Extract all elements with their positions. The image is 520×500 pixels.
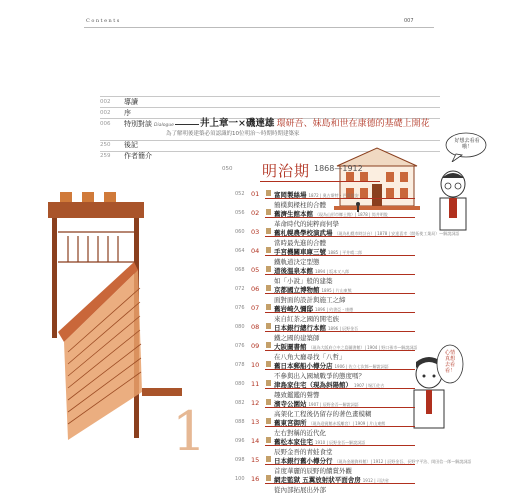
running-header-title: Contents [86,18,121,24]
entry-description: 來自紅茶之國的開宅族 [274,315,339,323]
entry-marker [266,380,271,386]
toc-entry[interactable] [235,228,495,247]
entry-page: 098 [235,457,245,463]
entry-underline [265,483,415,484]
entry-name-text: 津島家住宅（現為斜陽館） [274,381,352,389]
entry-number: 03 [251,228,260,236]
entry-number: 10 [251,361,260,369]
toc-page-num: 002 [100,110,111,116]
entry-description: 面對面的設計與施工之締 [274,296,346,304]
entry-description: 當時最先進的合體 [274,239,326,247]
entry-description: 不參與出入國城戰爭的態度嗎？ [274,372,365,380]
toc-entry[interactable] [235,304,495,323]
entry-number: 07 [251,304,260,312]
entry-underline [265,236,415,237]
entry-description: 左右對稱的近代化 [274,429,326,437]
entry-description: 如「小說」般的建築 [274,277,333,285]
entry-name-text: 舊東宮御所 [274,419,307,427]
entry-marker [266,304,271,310]
entry-number: 14 [251,437,260,445]
entry-number: 02 [251,209,260,217]
entry-marker [266,247,271,253]
entry-number: 04 [251,247,260,255]
entry-underline [265,293,415,294]
entry-marker [266,399,271,405]
entry-marker [266,209,271,215]
page-number: 007 [404,18,414,24]
entry-page: 096 [235,438,245,444]
entry-underline [265,198,415,199]
entry-description: 革命時代的純粹商何學 [274,220,339,228]
dialogue-names: 井上章一×磯達雄 [199,118,275,129]
entry-meta: （現為大阪府立中之島圖書館）| 1904 | 野口孫市—解說詞語 [308,345,418,350]
toc-entry[interactable] [235,418,495,437]
entry-page: 082 [235,400,245,406]
toc-page-num: 002 [100,99,111,105]
chapter-underline [260,181,380,182]
entry-underline [265,407,415,408]
entry-page: 088 [235,419,245,425]
entry-underline [265,217,415,218]
toc-page-num: 259 [100,153,111,159]
entry-name-text: 京都國立博物館 [274,286,320,294]
dialogue-dash [175,124,199,125]
entry-page: 076 [235,305,245,311]
toc-entry[interactable] [235,361,495,380]
entry-marker [266,475,271,481]
entry-description: 從內部拓展出外部 [274,486,326,494]
entry-page: 068 [235,267,245,273]
entry-name-text: 道後溫泉本館 [274,267,313,275]
toc-entry[interactable] [235,380,495,399]
toc-entry[interactable] [235,285,495,304]
entry-meta: 1906 | 佐立七次郎—解說詞語 [334,364,389,369]
entry-number: 11 [251,380,260,388]
entry-name-text: 濱寺公園站 [274,400,307,408]
entry-meta: （現為迎賓館赤坂離宮）| 1909 | 片山東熊 [308,421,386,426]
entry-page: 078 [235,362,245,368]
entry-name-text: 舊札幌農學校演武場 [274,229,333,237]
entry-meta: （現為山形市鄉土館）| 1878 | 筒井明俊 [315,212,388,217]
entry-page: 060 [235,229,245,235]
entry-number: 12 [251,399,260,407]
entry-underline [265,388,415,389]
entry-meta: 1894 | 坂本又八郎 [315,269,350,274]
entry-description: 鐵軌道決定型態 [274,258,320,266]
toc-entry[interactable] [235,399,495,418]
toc-item-title: 後記 [124,141,138,149]
header-divider [84,27,434,28]
dialogue-label-en: Dialogue [154,123,174,128]
entry-name-text: 日本銀行總行本館 [274,324,326,332]
entry-meta: 1910 | 辰野金吾—解說詞語 [315,440,366,445]
entry-number: 13 [251,418,260,426]
entry-underline [265,445,415,446]
entry-marker [266,418,271,424]
chapter-page: 050 [222,166,233,172]
entry-marker [266,266,271,272]
entry-number: 08 [251,323,260,331]
entry-underline [265,350,415,351]
entry-number: 01 [251,190,260,198]
entry-name-text: 舊岩崎久彌邸 [274,305,313,313]
entry-underline [265,369,415,370]
toc-entry[interactable] [235,266,495,285]
toc-entry[interactable] [235,209,495,228]
entry-name-text: 日本銀行舊小樽分行 [274,457,333,465]
staircase-illustration [38,192,188,442]
intro-divider [100,96,440,97]
entry-description: 高架化工程後仍留存的著色畫模糊 [274,410,372,418]
entry-underline [265,312,415,313]
entry-number: 09 [251,342,260,350]
entry-meta: （現為札幌市時計台）| 1878 | 安達喜幸（開拓使工業局）—解說詞語 [334,231,460,236]
speech-bubble-text: 好想去看看哦！ [454,138,480,150]
dialogue-topic: 環研吾、妹島和世在康德的基礎上開花 [276,119,430,129]
entry-marker [266,190,271,196]
entry-underline [265,255,415,256]
entry-number: 15 [251,456,260,464]
entry-underline [265,464,415,465]
speech-bubble-text: 心情真想去看看！ [444,350,455,374]
speech-bubble-top [444,132,488,166]
entry-description: 簡樸與樑柱的合體 [274,201,326,209]
toc-entry[interactable] [235,342,495,361]
entry-description: 在八角大廳尋找「八哲」 [274,353,346,361]
toc-item-title: 序 [124,109,131,117]
toc-entry[interactable] [235,475,495,494]
entry-meta: 1912 | 司法省 [362,478,389,483]
toc-page-num: 006 [100,121,111,127]
chapter-number: 1 [172,400,207,463]
entry-page: 080 [235,381,245,387]
toc-entry[interactable] [235,323,495,342]
entry-meta: 1907 | 辰野金吾—解說詞語 [308,402,359,407]
chapter-years: 1868—1912 [314,164,363,173]
entry-meta: 1872 | 奧古斯特・巴斯提安 [308,193,359,198]
toc-page-num: 250 [100,142,111,148]
toc-entry[interactable] [235,190,495,209]
toc-entry[interactable] [235,437,495,456]
entry-marker [266,361,271,367]
intro-divider [100,140,440,141]
entry-marker [266,285,271,291]
entry-meta: 1907 | 堀江佐吉 [354,383,385,388]
entry-marker [266,456,271,462]
entry-underline [265,274,415,275]
entry-description: 首度華麗的辰野的饋賞外觀 [274,467,352,475]
toc-entry[interactable] [235,456,495,475]
entry-number: 16 [251,475,260,483]
entry-page: 072 [235,286,245,292]
entry-description: 趣致鑑鑑的聲響 [274,391,320,399]
entry-underline [265,331,415,332]
entry-page: 076 [235,343,245,349]
toc-entry[interactable] [235,247,495,266]
chapter-title[interactable]: 明治期 [262,162,311,180]
entry-number: 05 [251,266,260,274]
entry-page: 056 [235,210,245,216]
entry-meta: 1896 | 辰野金吾 [328,326,359,331]
entry-meta: （現為金融資料館）| 1912 | 辰野金吾、長野宇平治、岡田信一郎—解說詞語 [334,459,472,464]
entry-name-text: 舊濟生館本館 [274,210,313,218]
entry-meta: 1896 | 約書亞・康德 [315,307,354,312]
entry-page: 064 [235,248,245,254]
entry-name-text: 網走監獄 五翼放射狀平面舍房 [274,476,361,484]
entry-name-text: 手宮機關車庫三號 [274,248,326,256]
entry-description: 辰野金吾的青蛙食堂 [274,448,333,456]
entry-name-text: 舊日本郵船小樽分店 [274,362,333,370]
entry-description: 鐵之國的建築師 [274,334,320,342]
toc-item-title: 導讀 [124,98,138,106]
entry-page: 100 [235,476,245,482]
entry-underline [265,426,415,427]
entry-marker [266,228,271,234]
entry-meta: 1885 | 平井晴二郎 [328,250,363,255]
entry-marker [266,323,271,329]
intro-divider [100,107,440,108]
entry-meta: 1895 | 片山東熊 [321,288,352,293]
entry-name-text: 富岡製絲場 [274,191,307,199]
toc-item-title: 作者簡介 [124,152,152,160]
entry-page: 080 [235,324,245,330]
entry-name-text: 大阪圖書館 [274,343,307,351]
entry-page: 052 [235,191,245,197]
dialogue-label: 特別對談 [124,120,152,128]
dialogue-subtitle: 為了解明後建築必須認識的10位明治～時期時期建築家 [166,131,300,137]
entry-name-text: 舊松本家住宅 [274,438,313,446]
entry-number: 06 [251,285,260,293]
entry-marker [266,437,271,443]
entry-marker [266,342,271,348]
